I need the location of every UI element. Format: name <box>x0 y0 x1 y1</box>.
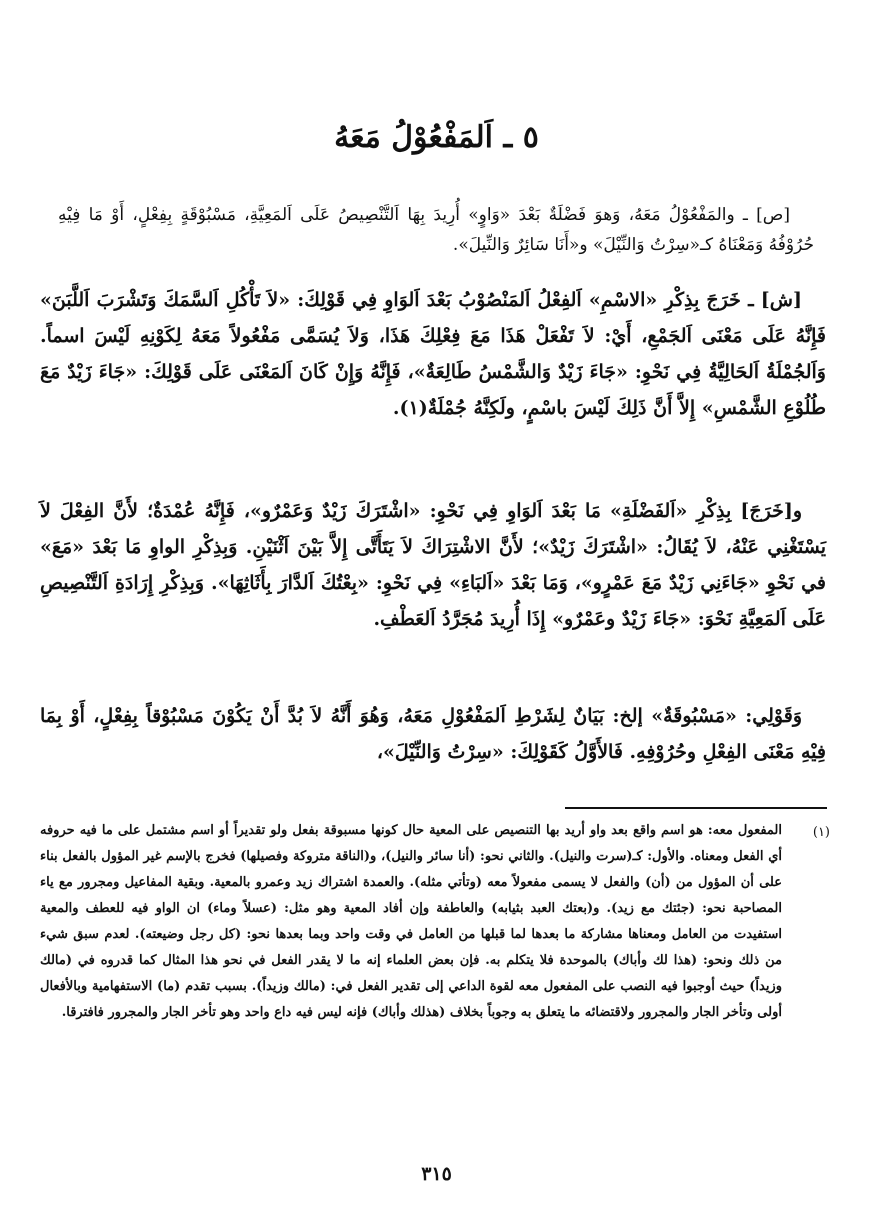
sharh-paragraph-3: وَقَوْلِي: «مَسْبُوقَةٌ» إلخ: بَيَانٌ لِشَرْطِ اَلمَفْعُوْلِ مَعَهُ، وَهُوَ أَنَّهُ لاَ بُدَّ أَنْ يَكُوْنَ مَسْبُوْقاً بِفِعْلٍ، أَوْ بِمَا فِيْهِ مَعْنَى الفِعْلِ وحُرُوْفِهِ. فَالأَوَّلُ كَقَوْلِكَ: «سِرْتُ وَالنِّيْلَ»، <box>40 705 826 763</box>
footnote-marker: (١) <box>812 825 830 840</box>
page-number: ٣١٥ <box>421 1163 452 1185</box>
footnote-text: المفعول معه: هو اسم واقع بعد واو أريد بها التنصيص على المعية حال كونها مسبوقة بفعل ولو تقديراً أو اسم مشتمل على ما فيه حروفه أي الفعل ومعناه. والأول: كـ(سرت والنيل). والثاني نحو: (أنا سائر والنيل)، و(الناقة متروكة وفصيلها) فخرج بالإسم غير المؤول بالفعل بناء على أن المؤول من (أن) والفعل لا يسمى مفعولاً معه (وتأتي مثله). والعمدة اشتراك زيد وعمرو بالمعية. وبقية المفاعيل ومجرور مع ياء المصاحبة نحو: (جئتك مع زيد). و(بعتك العبد بثيابه) والعاطفة وإن أفاد المعية وهو مثل: (عسلاً وماء) ان الواو فيه للعطف والمعية استفيدت من العامل ومعناها مشاركة ما بعدها لما قبلها من العامل في وقت واحد وبما بعدها نحو: (كل رجل وضيعته). لعدم سبق شيء من ذلك ونحو: (هذا لك وأباك) بالموحدة فلا يتكلم به. فإن بعض العلماء إنه ما لا يقدر الفعل في نحو هذا المثال كما قدروه في (مالك وزيداً) حيث أوجبوا فيه النصب على المفعول معه لقوة الداعي إلى تقدير الفعل في: (مالك وزيداً). بسبب تقدم (ما) الاستفهامية وبالأفعال أولى وتأخر الجار والمجرور ولاقتضائه ما يتعلق به وجوباً بخلاف (هذلك وأباك) فإنه ليس فيه داع واحد وهو تأخر الجار والمجرور فافترقا. <box>40 823 782 1020</box>
sharh-paragraph-2: و[خَرَجَ] بِذِكْرِ «اَلفَضْلَةِ» مَا بَعْدَ اَلوَاوِ فِي نَحْوِ: «اشْتَرَكَ زَيْدٌ وَعَمْرٌو»، فَإِنَّهُ عُمْدَةٌ؛ لأَنَّ الفِعْلَ لاَ يَسْتَغْنِي عَنْهُ، لاَ يُقَالُ: «اشْتَرَكَ زَيْدٌ»؛ لأَنَّ الاشْتِرَاكَ لاَ يَتَأَتَّى إِلاَّ بَيْنَ اَثْنَيْنِ. وَبِذِكْرِ الواوِ مَا بَعْدَ «مَعَ» في نَحْوِ «جَاءَنِي زَيْدٌ مَعَ عَمْرٍو»، وَمَا بَعْدَ «اَلبَاءِ» فِي نَحْوِ: «بِعْتُكَ اَلدَّارَ بِأَثَاثِهَا». وَبِذِكْرِ إِرَادَةِ اَلتَّنْصِيصِ عَلَى اَلمَعِيَّةِ نَحْوَ: «جَاءَ زَيْدٌ وعَمْرٌو» إِذَا أُرِيدَ مُجَرَّدُ اَلعَطْفِ. <box>40 500 826 630</box>
chapter-title: ٥ ـ اَلمَفْعُوْلُ مَعَهُ <box>334 120 539 155</box>
matn-paragraph: [ص] ـ والمَفْعُوْلُ مَعَهُ، وَهوَ فَضْلَةٌ بَعْدَ «وَاوٍ» أُرِيدَ بِهَا اَلتَّنْصِيصُ عَلَى اَلمَعِيَّةِ، مَسْبُوْقَةٍ بِفِعْلٍ، أَوْ مَا فِيْهِ حُرُوْفُهُ وَمَعْنَاهُ كـ«سِرْتُ وَالنِّيْلَ» و«أَنَا سَائِرٌ وَالنِّيلَ». <box>58 205 814 255</box>
footnote <box>40 818 830 1148</box>
footnote-separator <box>565 807 827 809</box>
sharh-paragraph-1: [ش] ـ خَرَجَ بِذِكْرِ «الاسْمِ» اَلفِعْلُ اَلمَنْصُوْبُ بَعْدَ اَلوَاوِ فِي قَوْلِكَ: «لاَ تَأْكُلِ اَلسَّمَكَ وَتَشْرَبَ اَللَّبَنَ» فَإِنَّهُ عَلَى مَعْنَى اَلجَمْعِ، أَيْ: لاَ تَفْعَلْ هَذَا مَعَ فِعْلِكَ هَذَا، وَلاَ يُسَمَّى مَفْعُولاً مَعَهُ لِكَوْنِهِ لَيْسَ اسماً. وَاَلجُمْلَةُ اَلحَالِيَّةُ فِي نَحْوِ: «جَاءَ زَيْدٌ وَالشَّمْسُ طَالِعَةٌ»، فَإِنَّهُ وَإِنْ كَانَ اَلمَعْنَى عَلَى قَوْلِكَ: «جَاءَ زَيْدٌ مَعَ طُلُوْعِ الشَّمْسِ» إِلاَّ أَنَّ ذَلِكَ لَيْسَ باسْمٍ، ولَكِنَّهُ جُمْلَةٌ(١). <box>40 289 826 419</box>
